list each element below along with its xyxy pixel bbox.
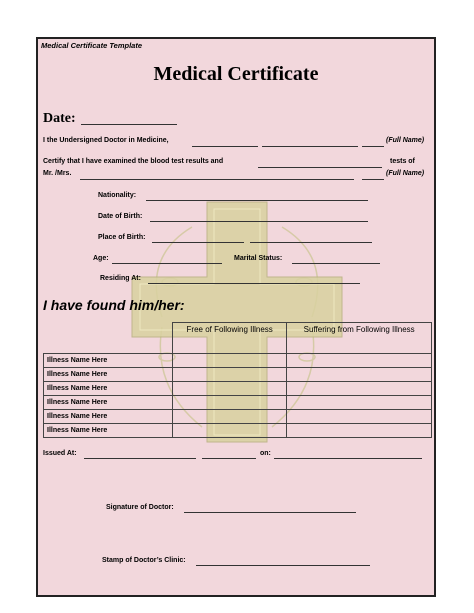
residing-field[interactable] (148, 283, 360, 284)
illness-name-cell[interactable]: Illness Name Here (44, 396, 173, 410)
free-cell[interactable] (173, 410, 287, 424)
patient-name-field-2[interactable] (362, 179, 384, 180)
free-cell[interactable] (173, 424, 287, 438)
doctor-name-field-3[interactable] (362, 146, 384, 147)
suffering-cell[interactable] (287, 354, 432, 368)
table-row (44, 382, 432, 396)
issued-at-label: Issued At: (43, 450, 77, 457)
suffering-cell[interactable] (287, 396, 432, 410)
table-header-blank (44, 323, 173, 354)
patient-name-field[interactable] (80, 179, 354, 180)
page-title: Medical Certificate (153, 63, 319, 85)
table-header-row (44, 323, 432, 354)
residing-label: Residing At: (100, 275, 141, 282)
issued-at-field[interactable] (84, 458, 196, 459)
table-header-free: Free of Following Illness (173, 323, 287, 354)
dob-field[interactable] (150, 221, 368, 222)
dob-label: Date of Birth: (98, 213, 143, 220)
certificate-page (36, 37, 436, 597)
date-field[interactable] (81, 124, 177, 125)
table-row (44, 396, 432, 410)
patient-label: Mr. /Mrs. (43, 170, 72, 177)
table-row (44, 368, 432, 382)
nationality-label: Nationality: (98, 192, 137, 199)
found-heading: I have found him/her: (43, 297, 185, 313)
on-label: on: (260, 450, 271, 457)
suffering-cell[interactable] (287, 368, 432, 382)
pob-field-1[interactable] (152, 242, 244, 243)
marital-status-label: Marital Status: (234, 255, 283, 262)
table-row (44, 424, 432, 438)
signature-field[interactable] (184, 512, 356, 513)
stamp-label: Stamp of Doctor’s Clinic: (102, 557, 186, 564)
table-row (44, 354, 432, 368)
illness-name-cell[interactable]: Illness Name Here (44, 424, 173, 438)
patient-fullname-hint: (Full Name) (386, 170, 425, 177)
pob-label: Place of Birth: (98, 234, 146, 241)
doctor-label: I the Undersigned Doctor in Medicine, (43, 137, 169, 144)
template-label: Medical Certificate Template (41, 41, 143, 50)
pob-field-2[interactable] (250, 242, 372, 243)
tests-of-label: tests of (390, 158, 415, 165)
doctor-name-field-2[interactable] (262, 146, 358, 147)
free-cell[interactable] (173, 354, 287, 368)
age-label: Age: (93, 255, 109, 262)
nationality-field[interactable] (146, 200, 368, 201)
illness-name-cell[interactable]: Illness Name Here (44, 354, 173, 368)
issued-on-field[interactable] (274, 458, 422, 459)
free-cell[interactable] (173, 368, 287, 382)
free-cell[interactable] (173, 382, 287, 396)
stamp-field[interactable] (196, 565, 370, 566)
doctor-name-field-1[interactable] (192, 146, 258, 147)
illness-name-cell[interactable]: Illness Name Here (44, 382, 173, 396)
illness-table (43, 322, 432, 438)
doctor-fullname-hint: (Full Name) (386, 137, 425, 144)
certify-label: Certify that I have examined the blood test results and (43, 158, 224, 165)
signature-label: Signature of Doctor: (106, 504, 174, 511)
suffering-cell[interactable] (287, 410, 432, 424)
table-header-suffering: Suffering from Following Illness (287, 323, 432, 354)
date-label: Date: (43, 111, 76, 126)
suffering-cell[interactable] (287, 424, 432, 438)
table-row (44, 410, 432, 424)
issued-at-field-2[interactable] (202, 458, 256, 459)
marital-status-field[interactable] (292, 263, 380, 264)
free-cell[interactable] (173, 396, 287, 410)
illness-name-cell[interactable]: Illness Name Here (44, 410, 173, 424)
age-field[interactable] (112, 263, 222, 264)
certify-field[interactable] (258, 167, 382, 168)
illness-name-cell[interactable]: Illness Name Here (44, 368, 173, 382)
suffering-cell[interactable] (287, 382, 432, 396)
